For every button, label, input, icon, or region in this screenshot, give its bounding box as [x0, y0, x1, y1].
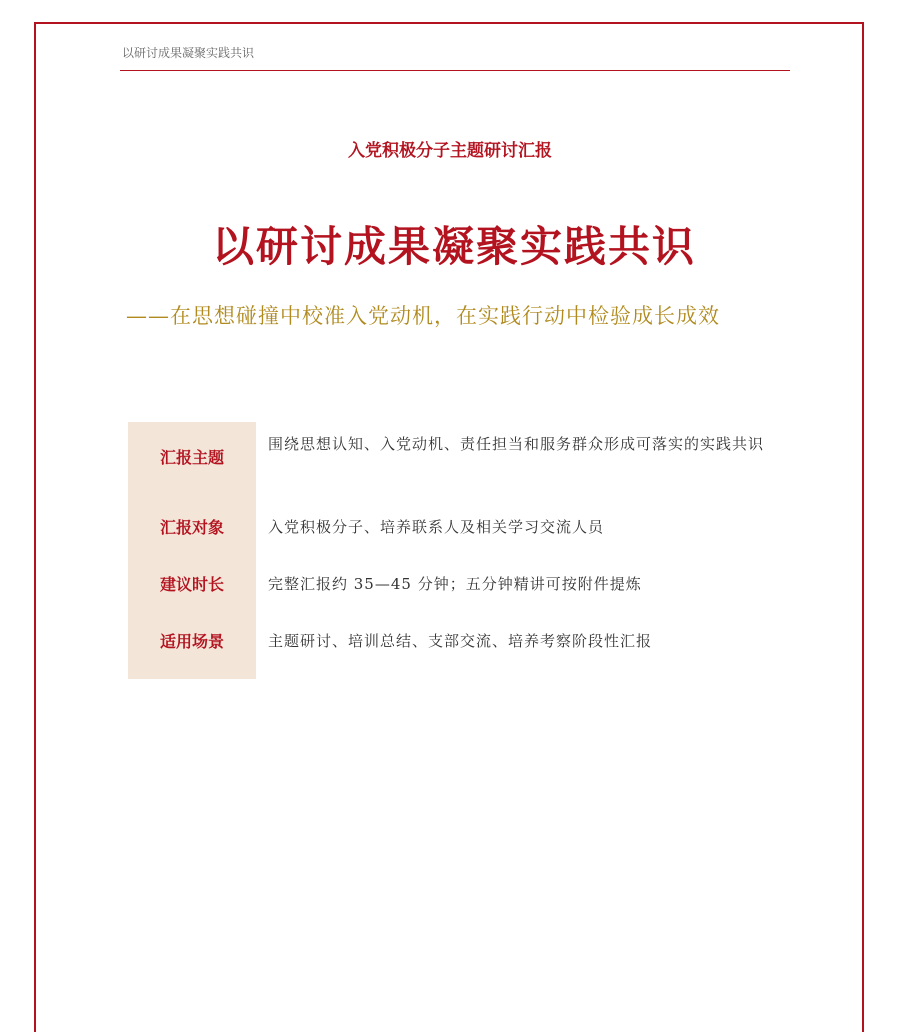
info-label: 建议时长 — [159, 575, 224, 594]
info-label: 适用场景 — [159, 632, 224, 651]
info-value: 完整汇报约 35—45 分钟；五分钟精讲可按附件提炼 — [268, 575, 642, 593]
info-value: 围绕思想认知、入党动机、责任担当和服务群众形成可落实的实践共识 — [268, 435, 765, 453]
report-kicker: 入党积极分子主题研讨汇报 — [348, 141, 552, 161]
page-title: 以研讨成果凝聚实践共识 — [211, 222, 696, 271]
page-subtitle: ——在思想碰撞中校准入党动机，在实践行动中检验成长成效 — [126, 304, 720, 328]
info-value: 入党积极分子、培养联系人及相关学习交流人员 — [268, 518, 605, 536]
header-divider — [120, 70, 790, 71]
running-header: 以研讨成果凝聚实践共识 — [122, 46, 255, 60]
info-value: 主题研讨、培训总结、支部交流、培养考察阶段性汇报 — [268, 632, 653, 650]
info-label: 汇报主题 — [159, 448, 224, 467]
info-label: 汇报对象 — [159, 518, 224, 537]
